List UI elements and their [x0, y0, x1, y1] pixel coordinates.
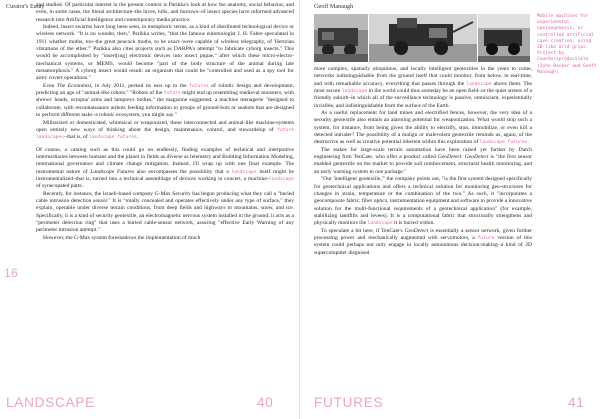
keyword-tag: landscape: [466, 81, 492, 87]
right-running-head: Geoff Manaugh: [314, 3, 354, 10]
photo-machine-1-image: [314, 14, 368, 62]
keyword-tag: future: [163, 91, 181, 97]
keyword-tag: future landscapes: [36, 127, 294, 141]
left-paragraph-3: Even The Economist, in July 2011, perked its ears up to the futures of robotic design and development, predicting an age of "animal-like robots." "Robots of the future might end up resembling medieval monsters, with shrews' heads, octopus' arms and lampreys bodies," the magazine suggested, a machine menagerie "designed to collaborate, with reconnaissance airbots feeding information to groups of ground-bots or seabots that are designed to perform different tasks–a robotic ecosystem, you might say.": [36, 82, 294, 119]
keyword-tag: landscape: [367, 221, 393, 227]
right-body-text: [314, 66, 532, 392]
left-paragraph-2: Indeed, insect swarms have long been seen, in metaphoric terms, as a kind of distributed technological device or wireless network. "It is no wonder, then," Parikka writes, "that the famous entomologist J. H. Fabre speculated in 1911 whether moths, too–the great peacock moths, to be exact–were capable of wireless telegraphy, of 'Hertzian vibrations of the ether.'" Parikka also cites projects such as DARPA's attempt "to fabricate cyborg insects." This would be accomplished by "insert[ing] electronic devices into insect pupae," after which these micro-electro-mechanical systems, or MEMS, would become "part of the body structure of the animal during late metamorphosis." A cyborg insect would result: an organism that could be "controlled and used as a spy tool for army covert operations.": [36, 24, 294, 82]
keyword-tag: landscape: [268, 176, 294, 182]
left-paragraph-7: However, the G-Max system foreshadows the implementation of much: [43, 234, 201, 241]
keyword-tag: landscape futures: [479, 140, 528, 146]
photo-machine-1: [314, 14, 368, 62]
photo-machine-3: [478, 14, 530, 62]
keyword-tag: futures: [189, 83, 209, 89]
left-footer-title: LANDSCAPE: [6, 395, 95, 410]
right-paragraph-1: more complex, spatially ubiquitous, and locally intelligent geotextiles in the years to come, networks indistinguishable from the ground itself that could monitor, from below, in real-time, and with remarkable accuracy, everything that passes through the landscape above them. The most secure landscape in the world could thus someday be an open field–or the quiet streets of a friendly suburb–in which all of the surveillance technology is passive, omniscient, experientially invisible, and indistinguishable from the surface of the Earth.: [314, 66, 532, 109]
left-body-text: [36, 2, 294, 392]
photo-caption: Mobile machines for experimental speleogenesis, or controlled artificial cave creation, using 3D-like arid grips. Project by Countersproductikle (John Becker and Geoff Manaugh).: [537, 14, 597, 75]
right-paragraph-2: As a useful replacement for land mines and electrified fences, however, the very idea of a security geotextile also entails an alarming potential for weaponization. What would stop such a system, for instance, from being given the ability to electrify, stun, immobilize, or even kill a detected intruder? The possibility of a malign or malevolent geotextile reminds us, again, of the destructive as well as creative potential inherent within this exploration of landscape futures.: [314, 110, 532, 146]
keyword-tag: landscape futures: [89, 135, 137, 141]
right-footer-title: FUTURES: [314, 395, 384, 410]
keyword-tag: landscape: [231, 169, 257, 175]
left-paragraph-4: Militarized or domesticated, whimsical or weaponized, these interconnected and animal-like machine-systems open entirely new ways of thinking about the design, maintenance, control, and stewardship of future landscapes–that is, of landscape futures.: [36, 119, 294, 141]
right-paragraph-5: To speculate a bit here, if TenCate's GeoDetect is essentially a sensor network, given further processing power and mechanically augmented with servomotors, a future version of this system could perhaps not only engage in locally autonomous decision-making–a kind of 2D supercomputer disguised: [314, 227, 532, 256]
left-paragraph-1: and studied. Of particular interest in the present context is Parikka's look at how the anatomy, social behavior, and even, in some cases, the literal architecture–the hives, hills, and burrows–of insect species have informed advanced research into Artificial Intelligence and contemporary media practice.: [36, 2, 294, 23]
photo-machine-2-image: [369, 14, 477, 62]
left-paragraph-6: Recently, for instance, the Israeli-based company G-Max Security has begun producing what they call a "buried cable intrusion detection sensor." It is "totally concealed and operates effectively under any type of surface," they explain, operable under diverse terrain conditions, from deep fields and highways to mountains, snow, and ice. Specifically, it is a kind of security geotextile, an electromagnetic nervous system installed in the ground; it acts as a "perimeter detection ring" that uses a buried cable-sensor network, assuring "effective Early Warning of any perimeter intrusion attempt.": [36, 190, 294, 234]
keyword-tag: future: [477, 235, 495, 241]
right-page-number: 41: [568, 395, 585, 410]
photo-machine-3-image: [478, 14, 530, 62]
photo-machine-2: [369, 14, 477, 62]
side-page-number: 16: [4, 266, 19, 280]
photo-strip: [314, 14, 530, 62]
right-paragraph-4: "Our 'intelligent geotextile,'" the company points out, "is the first system designed specifically for geotechnical applications and offers a technical solution for monitoring geo-structures for changes in strain, temperature or the combination of the two." As such, it "incorporates a geocomposite fabric, fiber optics, instrumentation equipment and software to provide a innovative solution for the multi-functional requirements of a geotechnical application" (for example, stabilizing landfills and levees). It is a computational fabric that structurally strengthens and physically monitors the landscape it is buried within.: [314, 176, 532, 227]
right-page: [300, 0, 600, 419]
keyword-tag: landscape: [341, 89, 368, 95]
right-paragraph-3: The stakes for large-scale terrain automation have been raised yet further by Dutch engineering firm TenCate, who offer a product called GeoDetect. GeoDetect is "the first sensor enabled geotextile on the market to provide soil reinforcement, structural health monitoring, and an early warning system in one package.": [314, 146, 532, 175]
left-paragraph-5: Of course, a catalog such as this could go on endlessly, finding examples of technical and interpretive intermediaries between humans and the planet in fields as diverse as telemetry and Building Information Modeling, international governance and climate change mitigation. Instead, I'll wrap up with one final example. The instrumental nature of Landscape Futures also encompasses the possibility that a landscape itself might be instrumentalized–that is, turned into a technical assemblage of devices working in concert, a machine-landscape of synecopated parts.: [36, 146, 294, 190]
left-page-number: 40: [257, 395, 274, 410]
left-running-head: Curator's Essay: [6, 3, 45, 10]
